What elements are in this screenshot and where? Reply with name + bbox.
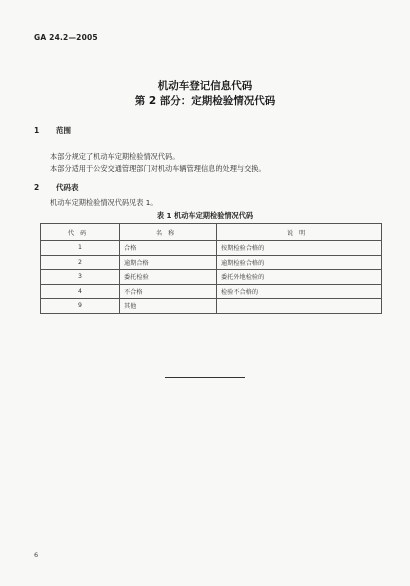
header-name: 名称 <box>120 224 217 241</box>
section-1-heading <box>34 125 71 136</box>
section-2-heading <box>34 182 79 193</box>
cell-name: 其他 <box>120 299 217 314</box>
cell-name: 不合格 <box>120 284 217 299</box>
table-row <box>41 255 382 270</box>
cell-description <box>217 299 382 314</box>
cell-code: 3 <box>41 270 120 285</box>
table-row <box>41 299 382 314</box>
page-number: 6 <box>34 551 39 559</box>
doc-title-line-1: 机动车登记信息代码 <box>157 80 253 92</box>
table-row <box>41 284 382 299</box>
section-1-title: 范围 <box>56 126 71 135</box>
section-1-paragraph-2: 本部分适用于公安交通管理部门对机动车辆管理信息的处理与交换。 <box>50 164 266 173</box>
cell-name: 逾期合格 <box>120 255 217 270</box>
table-row <box>41 270 382 285</box>
section-2-title: 代码表 <box>56 183 79 192</box>
table-row <box>41 241 382 256</box>
header-description: 说明 <box>217 224 382 241</box>
cell-name: 委托检验 <box>120 270 217 285</box>
end-of-document-rule <box>165 377 245 378</box>
cell-description: 逾期检验合格的 <box>217 255 382 270</box>
doc-title-line-2: 第 2 部分：定期检验情况代码 <box>134 95 276 107</box>
standard-code: GA 24.2—2005 <box>34 33 98 42</box>
section-1-number: 1 <box>34 126 40 135</box>
cell-code: 1 <box>41 241 120 256</box>
cell-description: 委托外地检验的 <box>217 270 382 285</box>
cell-description: 检验不合格的 <box>217 284 382 299</box>
table-caption: 表 1 机动车定期检验情况代码 <box>156 211 254 220</box>
cell-name: 合格 <box>120 241 217 256</box>
table-header-row <box>41 224 382 241</box>
cell-code: 9 <box>41 299 120 314</box>
inspection-code-table <box>40 223 382 314</box>
cell-description: 按期检验合格的 <box>217 241 382 256</box>
section-2-paragraph-1: 机动车定期检验情况代码见表 1。 <box>50 198 158 207</box>
header-code: 代码 <box>41 224 120 241</box>
cell-code: 4 <box>41 284 120 299</box>
section-1-paragraph-1: 本部分规定了机动车定期检验情况代码。 <box>50 152 180 161</box>
cell-code: 2 <box>41 255 120 270</box>
section-2-number: 2 <box>34 183 40 192</box>
